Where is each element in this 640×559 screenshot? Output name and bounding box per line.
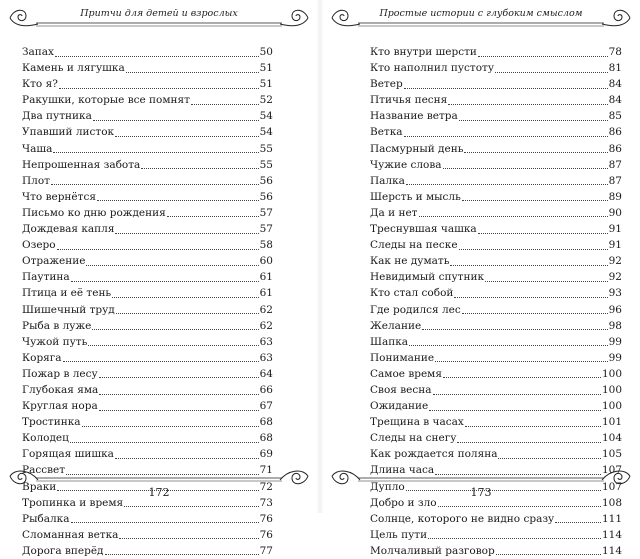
dot-leader [555,522,601,523]
dot-leader [462,313,608,314]
toc-entry [370,173,622,189]
toc-entry-page: 99 [608,351,622,364]
toc-entry [22,221,273,237]
toc-entry-page: 66 [259,383,273,396]
toc-entry-page: 76 [259,528,273,541]
toc-entry [22,350,273,366]
toc-entry-page: 93 [608,287,622,300]
toc-entry [370,543,622,559]
dot-leader [459,120,608,121]
dot-leader [498,458,601,459]
dot-leader [119,538,258,539]
toc-entry-title: Шерсть и мысль [370,190,461,203]
left-page-footer [0,470,318,510]
toc-entry-title: Горящая шишка [22,448,114,461]
toc-entry-title: Невидимый спутник [370,271,485,284]
dot-leader [51,184,259,185]
dot-leader [93,120,259,121]
toc-entry-title: Дождевая капля [22,223,115,236]
page-number: 172 [148,486,170,499]
toc-entry-page: 84 [608,94,622,107]
toc-entry-page: 99 [608,335,622,348]
toc-entry-title: Название ветра [370,110,458,123]
toc-entry-page: 55 [259,142,273,155]
toc-entry-title: Как рождается поляна [370,448,498,461]
toc-entry-title: Глубокая яма [22,383,99,396]
dot-leader [141,168,258,169]
toc-entry [370,511,622,527]
toc-entry-page: 68 [259,416,273,429]
dot-leader [464,152,607,153]
toc-entry-page: 84 [608,78,622,91]
toc-entry-page: 57 [259,223,273,236]
dot-leader [99,410,259,411]
toc-entry-page: 91 [608,239,622,252]
toc-entry-title: Добро и зло [370,496,437,509]
dot-leader [409,345,608,346]
toc-entry [370,124,622,140]
toc-entry [22,527,273,543]
toc-entry-page: 89 [608,190,622,203]
toc-entry-page: 87 [608,174,622,187]
toc-entry-page: 104 [601,432,622,445]
toc-entry-page: 100 [601,400,622,413]
toc-entry-page: 107 [601,464,622,477]
toc-entry-page: 72 [259,480,273,493]
toc-entry-title: Кто стал собой [370,287,454,300]
dot-leader [99,394,258,395]
dot-leader [485,281,608,282]
toc-entry [370,44,622,60]
toc-entry-title: Следы на песке [370,239,458,252]
toc-entry [370,430,622,446]
toc-entry-page: 101 [601,416,622,429]
toc-entry-page: 71 [259,464,273,477]
toc-entry-title: Да и нет [370,206,418,219]
toc-entry-page: 86 [608,126,622,139]
toc-entry [370,141,622,157]
toc-entry-title: Дупло [370,480,405,493]
toc-entry-title: Следы на снегу [370,432,457,445]
toc-entry [370,237,622,253]
toc-entry-page: 114 [601,528,622,541]
toc-entry-title: Палка [370,174,405,187]
dot-leader [167,216,259,217]
toc-entry [370,269,622,285]
toc-entry-page: 78 [608,46,622,58]
toc-entry [370,334,622,350]
toc-entry-page: 58 [259,239,273,252]
toc-entry-page: 73 [259,496,273,509]
toc-entry [22,430,273,446]
dot-leader [55,56,259,57]
toc-entry-page: 54 [259,110,273,123]
dot-leader [478,56,608,57]
toc-entry-page: 55 [259,158,273,171]
dot-leader [116,313,259,314]
dot-leader [115,458,259,459]
toc-entry [370,414,622,430]
dot-leader [443,377,601,378]
toc-entry [22,382,273,398]
toc-entry-title: Враки [22,480,57,493]
toc-entry-title: Птичья песня [370,94,448,107]
dot-leader [454,297,607,298]
toc-entry-page: 57 [259,206,273,219]
toc-entry-title: Чужие слова [370,158,442,171]
toc-entry-title: Ожидание [370,400,429,413]
toc-entry-page: 87 [608,158,622,171]
toc-entry [370,382,622,398]
toc-entry-page: 63 [259,335,273,348]
toc-entry-title: Кто наполнил пустоту [370,62,495,75]
toc-entry-page: 51 [259,62,273,75]
toc-entry [370,398,622,414]
toc-entry-title: Кто я? [22,78,58,91]
toc-entry-page: 62 [259,319,273,332]
toc-entry-title: Треснувшая чашка [370,223,477,236]
toc-entry-title: Тростинка [22,416,81,429]
toc-entry-title: Ветка [370,126,403,139]
toc-entry-page: 76 [259,512,273,525]
dot-leader [429,410,601,411]
toc-entry-title: Пожар в лесу [22,367,98,380]
toc-entry-title: Рассвет [22,464,66,477]
toc-entry-title: Чужой путь [22,335,88,348]
toc-entry-title: Озеро [22,239,56,252]
toc-entry [22,543,273,559]
dot-leader [404,88,608,89]
dot-leader [126,72,259,73]
toc-entry-title: Шапка [370,335,409,348]
toc-entry-title: Самое время [370,367,442,380]
toc-entry [370,318,622,334]
dot-leader [435,361,608,362]
toc-entry-page: 67 [259,400,273,413]
right-page-footer [322,470,640,510]
toc-entry [22,205,273,221]
toc-entry-page: 68 [259,432,273,445]
dot-leader [97,200,259,201]
toc-entry [22,157,273,173]
dot-leader [71,522,259,523]
toc-entry-page: 92 [608,255,622,268]
toc-entry-page: 56 [259,190,273,203]
toc-entry-title: Ракушки, которые все помнят [22,94,190,107]
toc-entry-page: 81 [608,62,622,75]
toc-entry-title: Круглая нора [22,400,98,413]
toc-entry-page: 64 [259,367,273,380]
left-page-header [0,4,318,34]
toc-entry-page: 108 [601,496,622,509]
dot-leader [433,394,601,395]
toc-entry-page: 85 [608,110,622,123]
dot-leader [59,88,259,89]
dot-leader [495,72,608,73]
toc-entry-title: Камень и лягушка [22,62,125,75]
dot-leader [112,297,258,298]
toc-entry [22,92,273,108]
toc-entry [22,269,273,285]
toc-entry [22,366,273,382]
toc-entry-page: 52 [259,94,273,107]
dot-leader [99,377,259,378]
toc-entry-page: 91 [608,223,622,236]
toc-entry [22,318,273,334]
toc-entry [370,302,622,318]
dot-leader [462,200,608,201]
toc-entry-page: 61 [259,287,273,300]
toc-entry [22,414,273,430]
dot-leader [82,426,259,427]
left-page [0,0,318,557]
toc-entry-title: Паутина [22,271,70,284]
dot-leader [419,216,608,217]
toc-entry-page: 100 [601,367,622,380]
running-header: Притчи для детей и взрослых [80,8,238,19]
toc-entry-title: Солнце, которого не видно сразу [370,512,555,525]
toc-entry-title: Где родился лес [370,303,461,316]
toc-entry-page: 61 [259,271,273,284]
toc-entry-page: 98 [608,319,622,332]
toc-entry-page: 62 [259,303,273,316]
toc-entry [370,285,622,301]
toc-entry-page: 54 [259,126,273,139]
toc-entry [22,141,273,157]
dot-leader [115,136,259,137]
toc-entry-title: Желание [370,319,422,332]
page-number: 173 [470,486,492,499]
toc-entry-page: 51 [259,78,273,91]
toc-entry-title: Понимание [370,351,435,364]
right-page [322,0,640,557]
toc-entry-title: Рыба в луже [22,319,92,332]
toc-entry-title: Дорога вперёд [22,544,104,557]
toc-entry [370,527,622,543]
toc-entry-title: Запах [22,46,54,58]
toc-entry-page: 60 [259,255,273,268]
toc-entry-title: Плот [22,174,50,187]
toc-entry [370,76,622,92]
toc-entry [370,366,622,382]
toc-entry-page: 50 [259,46,273,58]
toc-entry-page: 111 [601,512,622,525]
toc-entry-title: Цель пути [370,528,428,541]
dot-leader [105,554,259,555]
toc-entry-page: 63 [259,351,273,364]
toc-entry-title: Своя весна [370,383,432,396]
toc-entry-page: 90 [608,206,622,219]
toc-entry [370,446,622,462]
toc-entry [22,108,273,124]
toc-entry-title: Письмо ко дню рождения [22,206,166,219]
toc-entry-page: 69 [259,448,273,461]
toc-entry [370,253,622,269]
dot-leader [459,249,608,250]
toc-entry-page: 107 [601,480,622,493]
dot-leader [53,152,258,153]
toc-entry [22,334,273,350]
toc-entry [370,92,622,108]
toc-entry-title: Кто внутри шерсти [370,46,477,58]
dot-leader [457,442,601,443]
toc-entry [370,108,622,124]
dot-leader [443,168,608,169]
toc-entry [22,237,273,253]
toc-entry-title: Как не думать [370,255,450,268]
toc-entry [22,398,273,414]
dot-leader [63,361,259,362]
toc-entry-title: Рыбалка [22,512,70,525]
toc-entry-page: 114 [601,544,622,557]
dot-leader [57,249,259,250]
toc-entry-title: Трещина в часах [370,416,464,429]
toc-entry [370,60,622,76]
toc-entry-title: Коряга [22,351,62,364]
toc-entry [22,124,273,140]
dot-leader [115,233,258,234]
toc-entry [370,189,622,205]
toc-entry [22,189,273,205]
toc-entry-title: Чаша [22,142,53,155]
toc-entry [22,44,273,60]
toc-entry-page: 96 [608,303,622,316]
dot-leader [478,233,608,234]
dot-leader [450,265,607,266]
toc-entry-title: Тропинка и время [22,496,124,509]
toc-entry-page: 100 [601,383,622,396]
toc-entry-page: 105 [601,448,622,461]
dot-leader [496,554,601,555]
dot-leader [465,426,601,427]
toc-entry-title: Непрошенная забота [22,158,141,171]
dot-leader [428,538,601,539]
toc-entry [22,302,273,318]
dot-leader [422,329,607,330]
dot-leader [88,345,258,346]
dot-leader [71,281,259,282]
toc-entry-page: 86 [608,142,622,155]
toc-entry-title: Птица и её тень [22,287,112,300]
toc-entry [22,173,273,189]
toc-entry-title: Шишечный труд [22,303,115,316]
toc-entry [370,221,622,237]
toc-entry-page: 92 [608,271,622,284]
toc-entry [22,511,273,527]
toc-entry [22,76,273,92]
toc-entry-title: Два путника [22,110,92,123]
toc-entry [370,205,622,221]
toc-entry [22,60,273,76]
running-header: Простые истории с глубоким смыслом [379,8,583,19]
dot-leader [191,104,259,105]
toc-entry-title: Сломанная ветка [22,528,119,541]
dot-leader [404,136,608,137]
toc-entry [370,350,622,366]
toc-entry-page: 56 [259,174,273,187]
toc-entry-title: Длина часа [370,464,435,477]
toc-entry [22,253,273,269]
dot-leader [448,104,607,105]
right-page-header [322,4,640,34]
toc-entry-title: Пасмурный день [370,142,464,155]
dot-leader [406,184,608,185]
toc-entry-title: Ветер [370,78,403,91]
toc-entry [22,446,273,462]
toc-entry-title: Молчаливый разговор [370,544,495,557]
dot-leader [92,329,258,330]
toc-entry-title: Отражение [22,255,86,268]
toc-entry-title: Упавший листок [22,126,115,139]
dot-leader [70,442,259,443]
dot-leader [86,265,258,266]
toc-entry-page: 77 [259,544,273,557]
toc-entry [370,157,622,173]
toc-entry [22,285,273,301]
toc-entry-title: Колодец [22,432,69,445]
toc-entry-title: Что вернётся [22,190,96,203]
